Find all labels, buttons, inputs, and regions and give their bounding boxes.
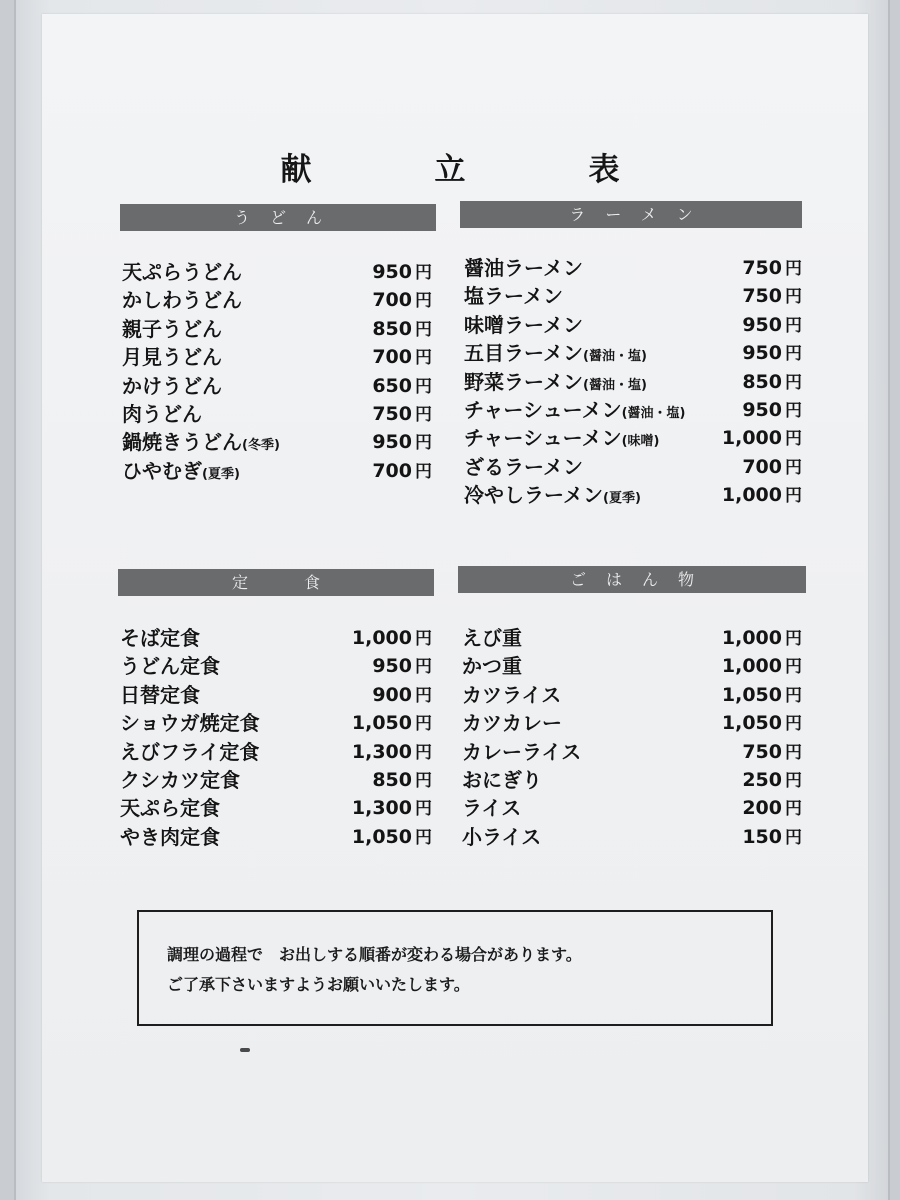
menu-item-name xyxy=(120,823,220,851)
menu-item-price xyxy=(722,424,802,453)
section-header-ramen: ラーメン xyxy=(460,201,802,228)
price-unit: 円 xyxy=(785,315,802,336)
menu-item-name xyxy=(120,624,200,652)
price-value: 1,000 xyxy=(351,627,412,649)
menu-item-name xyxy=(120,681,200,709)
menu-item xyxy=(464,424,802,452)
price-unit: 円 xyxy=(785,486,802,507)
menu-item xyxy=(462,766,802,794)
item-name-text: カレーライス xyxy=(462,739,582,764)
price-value: 850 xyxy=(372,317,412,340)
price-value: 850 xyxy=(372,768,412,791)
price-value: 1,000 xyxy=(721,484,782,507)
item-name-text: えびフライ定食 xyxy=(120,739,260,764)
menu-item xyxy=(120,823,432,851)
menu-item-price xyxy=(352,709,432,738)
menu-item-price xyxy=(742,311,802,340)
gohan-list xyxy=(462,624,802,851)
menu-item xyxy=(122,343,432,371)
menu-title: 献 立 表 xyxy=(280,152,666,188)
item-name-text: 五目ラーメン xyxy=(464,341,583,366)
notice-line-2: ご了承下さいますようお願いいたします。 xyxy=(167,975,470,994)
udon-list xyxy=(122,258,432,485)
menu-item xyxy=(464,311,802,339)
price-value: 1,000 xyxy=(721,427,782,450)
item-name-text: かつ重 xyxy=(462,654,522,679)
menu-item-name xyxy=(464,282,563,310)
menu-item-name xyxy=(464,481,641,513)
item-name-text: 月見うどん xyxy=(122,345,222,370)
price-unit: 円 xyxy=(785,429,802,450)
price-unit: 円 xyxy=(415,685,432,706)
item-name-text: 天ぷら定食 xyxy=(120,796,220,821)
menu-item-name xyxy=(122,258,242,286)
menu-item-price xyxy=(372,652,432,681)
item-name-text: 冷やしラーメン xyxy=(464,483,603,508)
menu-item-price xyxy=(372,258,432,287)
item-name-text: カツカレー xyxy=(462,711,562,736)
price-unit: 円 xyxy=(415,433,432,454)
menu-item-price xyxy=(352,738,432,767)
item-name-text: 天ぷらうどん xyxy=(122,260,242,284)
price-value: 700 xyxy=(372,289,412,312)
item-name-text: 日替定食 xyxy=(120,682,200,707)
price-unit: 円 xyxy=(785,827,802,848)
price-unit: 円 xyxy=(785,685,802,706)
menu-item-name xyxy=(122,315,222,343)
price-value: 1,300 xyxy=(351,797,412,820)
price-unit: 円 xyxy=(785,344,802,365)
item-name-text: チャーシューメン xyxy=(464,426,622,451)
menu-item-price xyxy=(372,372,432,401)
menu-item xyxy=(464,254,802,282)
menu-item xyxy=(120,738,432,766)
price-unit: 円 xyxy=(785,629,802,649)
item-note: (夏季) xyxy=(603,491,641,507)
menu-item-price xyxy=(372,457,432,486)
menu-item xyxy=(122,372,432,400)
item-name-text: ライス xyxy=(462,796,522,821)
menu-item-price xyxy=(742,282,802,311)
menu-item xyxy=(464,339,802,367)
item-name-text: やき肉定食 xyxy=(120,824,220,849)
menu-item-price xyxy=(742,368,802,397)
price-value: 950 xyxy=(742,398,782,421)
menu-item-name xyxy=(122,343,222,371)
menu-item xyxy=(462,823,802,851)
price-unit: 円 xyxy=(785,714,802,735)
menu-item xyxy=(462,652,802,680)
paper-speck xyxy=(240,1048,250,1052)
price-value: 1,050 xyxy=(351,825,412,848)
price-value: 950 xyxy=(372,431,412,454)
price-value: 750 xyxy=(742,257,782,279)
item-name-text: 醤油ラーメン xyxy=(464,256,583,280)
price-unit: 円 xyxy=(415,348,432,369)
menu-item-price xyxy=(372,286,432,315)
menu-item-price xyxy=(742,396,802,425)
menu-item-price xyxy=(742,766,802,795)
menu-item-name xyxy=(120,652,220,680)
menu-item-price xyxy=(742,254,802,283)
price-value: 700 xyxy=(372,459,412,482)
item-name-text: カツライス xyxy=(462,682,562,707)
price-unit: 円 xyxy=(415,404,432,425)
menu-item-price xyxy=(352,823,432,852)
price-unit: 円 xyxy=(415,291,432,312)
section-header-teishoku: 定 食 xyxy=(118,569,434,596)
price-value: 950 xyxy=(372,655,412,678)
menu-item xyxy=(462,709,802,737)
menu-item-name xyxy=(462,709,562,737)
menu-item-name xyxy=(120,794,220,822)
item-name-text: ひやむぎ xyxy=(122,458,202,483)
price-unit: 円 xyxy=(415,827,432,848)
menu-item xyxy=(120,766,432,794)
menu-item-price xyxy=(722,652,802,681)
menu-item xyxy=(462,738,802,766)
menu-item-name xyxy=(122,457,240,489)
price-unit: 円 xyxy=(785,657,802,678)
price-value: 150 xyxy=(742,825,782,848)
menu-item xyxy=(120,624,432,652)
item-name-text: うどん定食 xyxy=(120,654,220,679)
item-note: (味噌) xyxy=(621,434,660,450)
menu-item-name xyxy=(464,311,583,339)
price-unit: 円 xyxy=(785,400,802,421)
price-value: 650 xyxy=(372,374,412,397)
item-name-text: クシカツ定食 xyxy=(120,767,240,792)
notice-box xyxy=(137,910,773,1026)
menu-item-name xyxy=(122,372,222,400)
menu-item-name xyxy=(120,738,259,766)
menu-item xyxy=(464,396,802,424)
price-value: 950 xyxy=(372,261,412,283)
menu-item-name xyxy=(462,794,521,822)
price-unit: 円 xyxy=(415,657,432,678)
notice-line-1: 調理の過程で お出しする順番が変わる場合があります。 xyxy=(167,945,582,964)
menu-item-price xyxy=(722,481,802,510)
menu-item-price xyxy=(722,624,802,653)
menu-item-name xyxy=(462,738,581,766)
menu-item-price xyxy=(722,681,802,710)
price-value: 1,000 xyxy=(721,655,782,678)
price-value: 700 xyxy=(372,346,412,369)
price-unit: 円 xyxy=(785,372,802,393)
menu-item xyxy=(120,652,432,680)
item-name-text: 味噌ラーメン xyxy=(464,312,583,337)
price-value: 1,050 xyxy=(351,712,412,735)
price-unit: 円 xyxy=(785,799,802,820)
price-unit: 円 xyxy=(785,457,802,478)
menu-item-name xyxy=(122,400,202,428)
menu-item xyxy=(464,481,802,509)
price-unit: 円 xyxy=(785,287,802,308)
menu-item-name xyxy=(120,766,240,794)
price-unit: 円 xyxy=(415,263,432,283)
menu-item xyxy=(462,624,802,652)
menu-item-price xyxy=(372,428,432,457)
menu-item xyxy=(122,457,432,485)
price-value: 750 xyxy=(742,740,782,763)
menu-item-name xyxy=(464,453,583,481)
menu-item-price xyxy=(372,681,432,710)
item-name-text: 小ライス xyxy=(462,824,542,849)
menu-item-price xyxy=(742,738,802,767)
section-header-gohan: ごはん物 xyxy=(458,566,806,593)
menu-item xyxy=(122,315,432,343)
menu-item xyxy=(122,258,432,286)
item-name-text: かけうどん xyxy=(122,373,222,398)
price-unit: 円 xyxy=(415,742,432,763)
menu-item-price xyxy=(372,766,432,795)
price-unit: 円 xyxy=(415,799,432,820)
menu-item-name xyxy=(122,286,242,314)
ramen-list xyxy=(464,254,802,510)
menu-item-price xyxy=(742,339,802,368)
price-value: 850 xyxy=(742,370,782,393)
item-name-text: 鍋焼きうどん xyxy=(122,430,242,455)
item-name-text: かしわうどん xyxy=(122,288,242,313)
item-name-text: 親子うどん xyxy=(122,316,222,341)
price-value: 950 xyxy=(742,313,782,336)
item-name-text: ショウガ焼定食 xyxy=(120,711,260,736)
price-unit: 円 xyxy=(415,376,432,397)
menu-item-name xyxy=(462,624,522,652)
menu-item xyxy=(120,681,432,709)
price-value: 1,050 xyxy=(721,712,782,735)
price-value: 750 xyxy=(742,285,782,308)
price-value: 1,300 xyxy=(351,740,412,763)
item-name-text: チャーシューメン xyxy=(464,397,622,422)
price-unit: 円 xyxy=(785,742,802,763)
price-unit: 円 xyxy=(415,770,432,791)
price-value: 900 xyxy=(372,683,412,706)
item-name-text: ざるラーメン xyxy=(464,454,583,479)
menu-item-name xyxy=(462,681,561,709)
menu-item xyxy=(120,794,432,822)
item-name-text: 肉うどん xyxy=(122,401,202,426)
price-unit: 円 xyxy=(785,770,802,791)
item-note: (醤油・塩) xyxy=(583,377,647,393)
menu-item-price xyxy=(352,794,432,823)
menu-item-price xyxy=(722,709,802,738)
item-note: (醤油・塩) xyxy=(583,349,647,365)
price-value: 950 xyxy=(742,342,782,365)
menu-item xyxy=(462,794,802,822)
menu-item-price xyxy=(372,400,432,429)
menu-item xyxy=(464,453,802,481)
price-value: 1,050 xyxy=(721,683,782,706)
price-unit: 円 xyxy=(415,714,432,735)
menu-item xyxy=(122,400,432,428)
menu-item-price xyxy=(742,823,802,852)
item-name-text: えび重 xyxy=(462,626,522,650)
price-value: 200 xyxy=(742,797,782,820)
menu-item-price xyxy=(372,343,432,372)
item-name-text: 塩ラーメン xyxy=(464,284,563,309)
menu-item-price xyxy=(372,315,432,344)
menu-item xyxy=(462,681,802,709)
item-name-text: そば定食 xyxy=(120,626,200,650)
menu-item-name xyxy=(462,652,522,680)
menu-item-price xyxy=(742,794,802,823)
menu-item xyxy=(464,368,802,396)
price-value: 700 xyxy=(742,455,782,478)
menu-item-name xyxy=(462,823,541,851)
menu-item xyxy=(122,286,432,314)
menu-item-name xyxy=(120,709,260,737)
price-unit: 円 xyxy=(415,629,432,649)
section-header-udon: うどん xyxy=(120,204,436,231)
price-unit: 円 xyxy=(785,259,802,279)
teishoku-list xyxy=(120,624,432,851)
menu-item-name xyxy=(462,766,542,794)
item-note: (冬季) xyxy=(242,438,280,454)
item-name-text: おにぎり xyxy=(462,767,542,792)
item-note: (夏季) xyxy=(202,466,240,482)
price-value: 250 xyxy=(742,768,782,791)
item-name-text: 野菜ラーメン xyxy=(464,369,583,394)
menu-item-name xyxy=(464,254,583,282)
menu-item xyxy=(122,428,432,456)
menu-item xyxy=(464,282,802,310)
item-note: (醤油・塩) xyxy=(621,405,686,421)
menu-item-price xyxy=(742,453,802,482)
menu-item-price xyxy=(352,624,432,653)
menu-item xyxy=(120,709,432,737)
price-value: 750 xyxy=(372,402,412,425)
price-value: 1,000 xyxy=(721,627,782,649)
price-unit: 円 xyxy=(415,319,432,340)
price-unit: 円 xyxy=(415,461,432,482)
